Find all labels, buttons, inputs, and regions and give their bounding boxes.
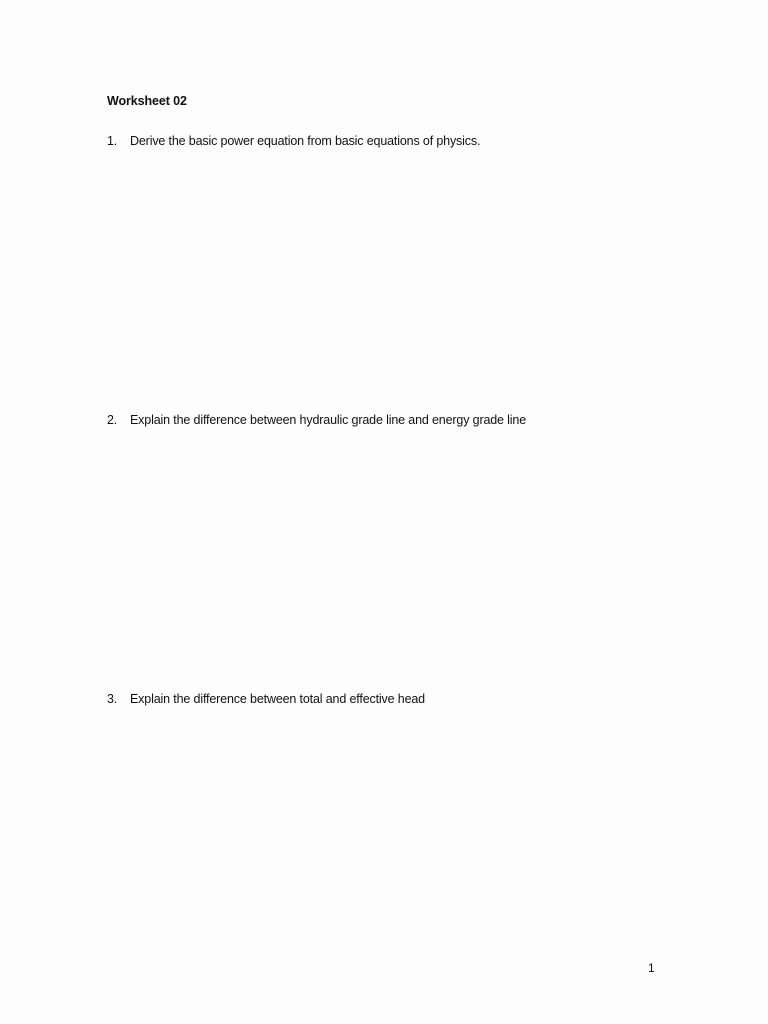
question-2 [107,413,526,427]
question-1 [107,134,480,148]
question-number: 1. [107,134,118,148]
question-text: Explain the difference between total and effective head [130,692,425,706]
question-number: 2. [107,413,118,427]
question-number: 3. [107,692,118,706]
page-number: 1 [648,961,655,975]
question-3 [107,692,425,706]
question-text: Derive the basic power equation from basic equations of physics. [130,134,481,148]
question-text: Explain the difference between hydraulic grade line and energy grade line [130,413,527,427]
worksheet-title: Worksheet 02 [107,94,187,108]
